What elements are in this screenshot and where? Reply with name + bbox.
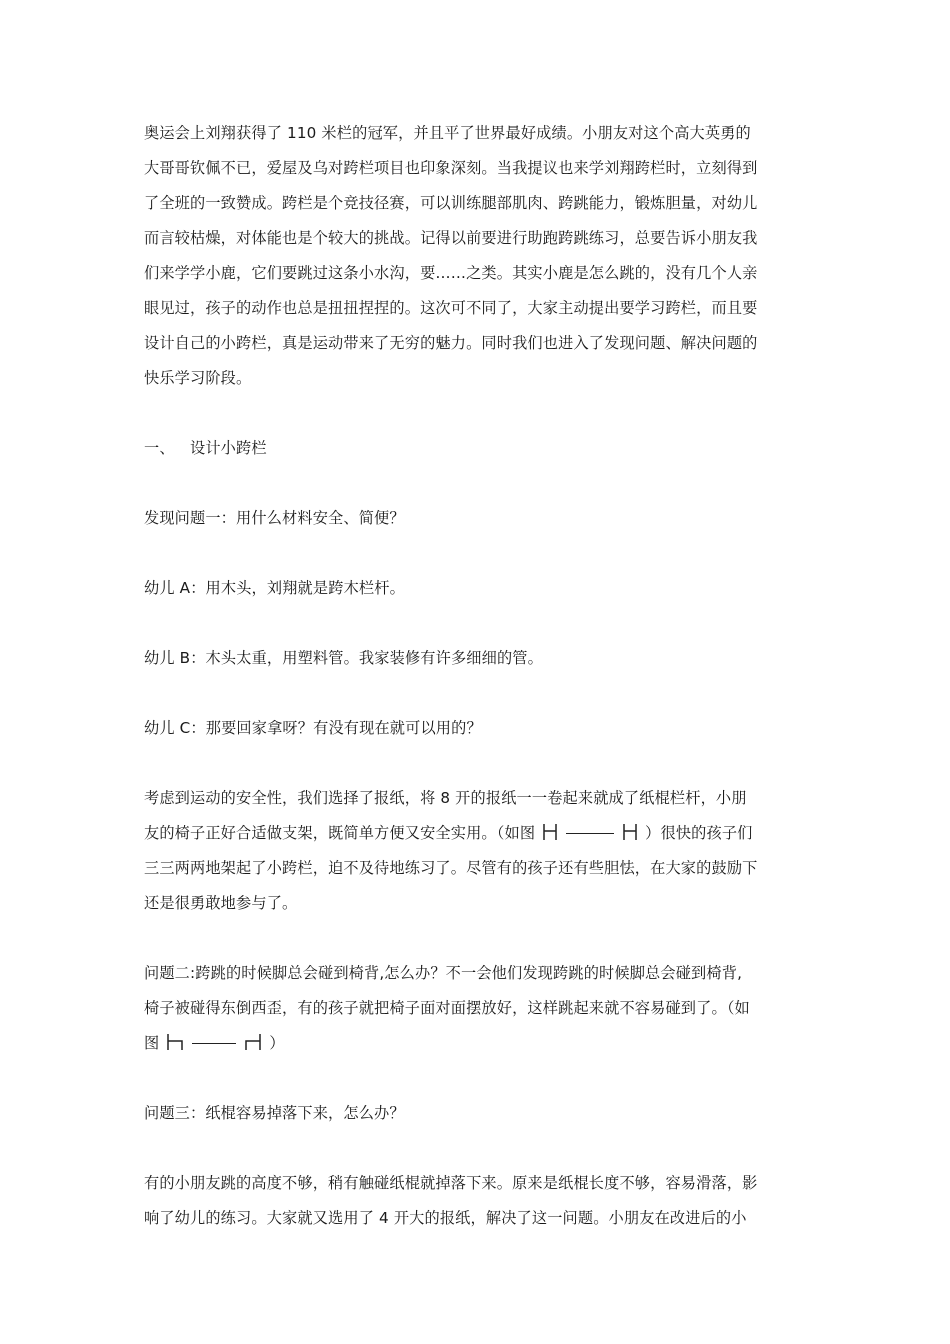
question-two-line-start: 图 — [144, 1034, 160, 1052]
question-three-text: 问题三：纸棍容易掉落下来，怎么办？ — [144, 1104, 405, 1122]
question-two-line: 问题二:跨跳的时候脚总会碰到椅背,怎么办？不一会他们发现跨跳的时候脚总会碰到椅背, — [144, 964, 743, 982]
intro-paragraph — [144, 116, 812, 396]
hurdle-figure-chairs-side — [540, 824, 645, 842]
paper-stick-icon — [192, 1043, 236, 1044]
question-two-paragraph — [144, 956, 812, 1061]
child-a-answer — [144, 571, 812, 606]
question-two-line: 椅子被碰得东倒西歪，有的孩子就把椅子面对面摆放好，这样跳起来就不容易碰到了。（如 — [144, 999, 750, 1017]
question-one-text: 发现问题一：用什么材料安全、简便？ — [144, 509, 405, 527]
solution-three-paragraph — [144, 1166, 812, 1236]
intro-line: 设计自己的小跨栏，真是运动带来了无穷的魅力。同时我们也进入了发现问题、解决问题的 — [144, 334, 758, 352]
child-c-answer — [144, 711, 812, 746]
question-two-line-end: ） — [269, 1034, 285, 1052]
section-number: 一、 — [144, 439, 175, 457]
intro-line: 而言较枯燥，对体能也是个较大的挑战。记得以前要进行助跑跨跳练习，总要告诉小朋友我 — [144, 229, 758, 247]
solution-one-line-start: 友的椅子正好合适做支架，既简单方便又安全实用。（如图 — [144, 824, 536, 842]
solution-three-line: 有的小朋友跳的高度不够，稍有触碰纸棍就掉落下来。原来是纸棍长度不够，容易滑落，影 — [144, 1174, 758, 1192]
intro-line: 眼见过，孩子的动作也总是扭扭捏捏的。这次可不同了，大家主动提出要学习跨栏，而且要 — [144, 299, 758, 317]
chair-left-icon — [166, 1033, 184, 1051]
solution-one-line: 三三两两地架起了小跨栏，迫不及待地练习了。尽管有的孩子还有些胆怯，在大家的鼓励下 — [144, 859, 758, 877]
question-three — [144, 1096, 812, 1131]
intro-line: 们来学学小鹿，它们要跳过这条小水沟，要……之类。其实小鹿是怎么跳的，没有几个人亲 — [144, 264, 758, 282]
solution-one-line: 还是很勇敢地参与了。 — [144, 894, 298, 912]
chair-icon — [542, 823, 558, 841]
paper-stick-icon — [566, 833, 614, 834]
solution-one-line-end: ）很快的孩子们 — [645, 824, 753, 842]
section-title: 设计小跨栏 — [190, 439, 267, 457]
intro-line: 了全班的一致赞成。跨栏是个竞技径赛，可以训练腿部肌肉、跨跳能力，锻炼胆量，对幼儿 — [144, 194, 758, 212]
intro-line: 快乐学习阶段。 — [144, 369, 252, 387]
chair-icon — [622, 823, 638, 841]
solution-three-line: 响了幼儿的练习。大家就又选用了 4 开大的报纸，解决了这一问题。小朋友在改进后的小 — [144, 1209, 747, 1227]
question-one — [144, 501, 812, 536]
child-b-answer — [144, 641, 812, 676]
hurdle-figure-chairs-facing — [164, 1034, 269, 1052]
child-c-text: 幼儿 C：那要回家拿呀？有没有现在就可以用的？ — [144, 719, 482, 737]
solution-one-line: 考虑到运动的安全性，我们选择了报纸，将 8 开的报纸一一卷起来就成了纸棍栏杆，小朋 — [144, 789, 747, 807]
intro-line: 奥运会上刘翔获得了 110 米栏的冠军，并且平了世界最好成绩。小朋友对这个高大英勇的 — [144, 124, 751, 142]
solution-one-paragraph — [144, 781, 812, 921]
chair-right-icon — [244, 1033, 262, 1051]
child-b-text: 幼儿 B：木头太重，用塑料管。我家装修有许多细细的管。 — [144, 649, 543, 667]
intro-line: 大哥哥钦佩不已，爱屋及乌对跨栏项目也印象深刻。当我提议也来学刘翔跨栏时，立刻得到 — [144, 159, 758, 177]
child-a-text: 幼儿 A：用木头，刘翔就是跨木栏杆。 — [144, 579, 405, 597]
section-heading — [144, 431, 812, 466]
